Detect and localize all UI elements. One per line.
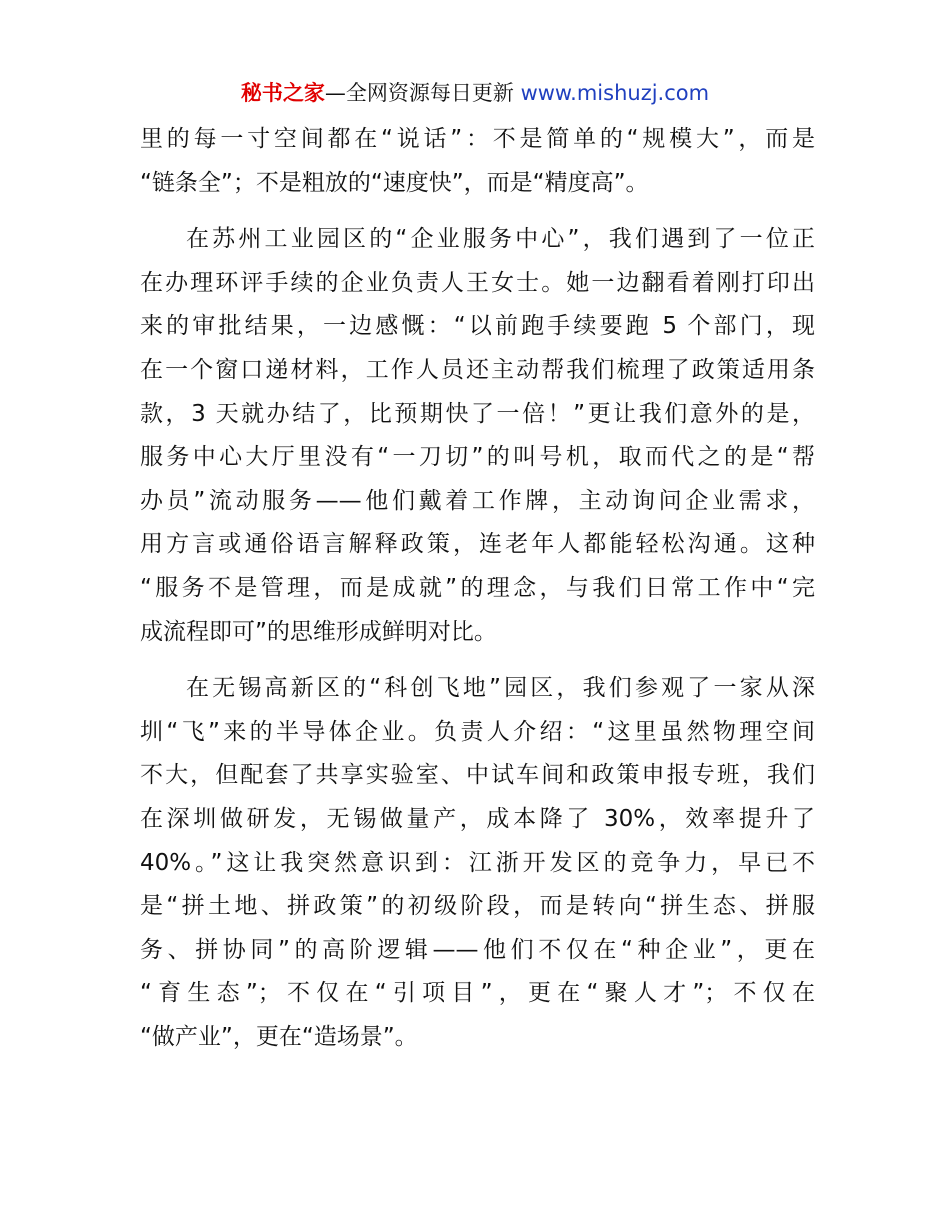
paragraph-line: 圳“飞”来的半导体企业。负责人介绍：“这里虽然物理空间: [140, 718, 815, 745]
paragraph-line: 在一个窗口递材料，工作人员还主动帮我们梳理了政策适用条: [140, 356, 815, 383]
paragraph-3: [140, 667, 815, 1059]
paragraph-line: 40%。”这让我突然意识到：江浙开发区的竞争力，早已不: [140, 849, 815, 876]
paragraph-line: “育生态”；不仅在“引项目”，更在“聚人才”；不仅在: [140, 980, 815, 1007]
paragraph-gap: [140, 205, 815, 218]
paragraph-line: 在苏州工业园区的“企业服务中心”，我们遇到了一位正: [186, 226, 815, 253]
paragraph-line: 来的审批结果，一边感慨：“以前跑手续要跑 5 个部门，现: [140, 313, 815, 340]
paragraph-line: 不大，但配套了共享实验室、中试车间和政策申报专班，我们: [140, 762, 815, 789]
paragraph-gap: [140, 654, 815, 667]
paragraph-line: “链条全”；不是粗放的“速度快”，而是“精度高”。: [140, 169, 649, 196]
paragraph-line: 在办理环评手续的企业负责人王女士。她一边翻看着刚打印出: [140, 269, 815, 296]
header-brand: 秘书之家: [240, 81, 325, 105]
paragraph-line: 服务中心大厅里没有“一刀切”的叫号机，取而代之的是“帮: [140, 444, 815, 471]
paragraph-line: 是“拼土地、拼政策”的初级阶段，而是转向“拼生态、拼服: [140, 893, 815, 920]
paragraph-line: 用方言或通俗语言解释政策，连老年人都能轻松沟通。这种: [140, 531, 815, 558]
paragraph-line: 务、拼协同”的高阶逻辑——他们不仅在“种企业”，更在: [140, 936, 815, 963]
header-tagline: —全网资源每日更新: [324, 81, 521, 105]
header-url[interactable]: www.mishuzj.com: [520, 81, 710, 105]
page-header: [0, 78, 950, 108]
paragraph-line: 款，3 天就办结了，比预期快了一倍！”更让我们意外的是，: [140, 400, 815, 427]
paragraph-line: “服务不是管理，而是成就”的理念，与我们日常工作中“完: [140, 574, 815, 601]
paragraph-line: 在深圳做研发，无锡做量产，成本降了 30%，效率提升了: [140, 805, 815, 832]
paragraph-line: 里的每一寸空间都在“说话”：不是简单的“规模大”，而是: [140, 126, 815, 152]
paragraph-1: [140, 118, 815, 205]
paragraph-line: 在无锡高新区的“科创飞地”园区，我们参观了一家从深: [186, 675, 815, 702]
document-body: [140, 118, 815, 1059]
paragraph-line: 办员”流动服务——他们戴着工作牌，主动询问企业需求，: [140, 487, 815, 514]
paragraph-2: [140, 218, 815, 654]
paragraph-line: 成流程即可”的思维形成鲜明对比。: [140, 618, 497, 645]
paragraph-line: “做产业”，更在“造场景”。: [140, 1023, 418, 1050]
